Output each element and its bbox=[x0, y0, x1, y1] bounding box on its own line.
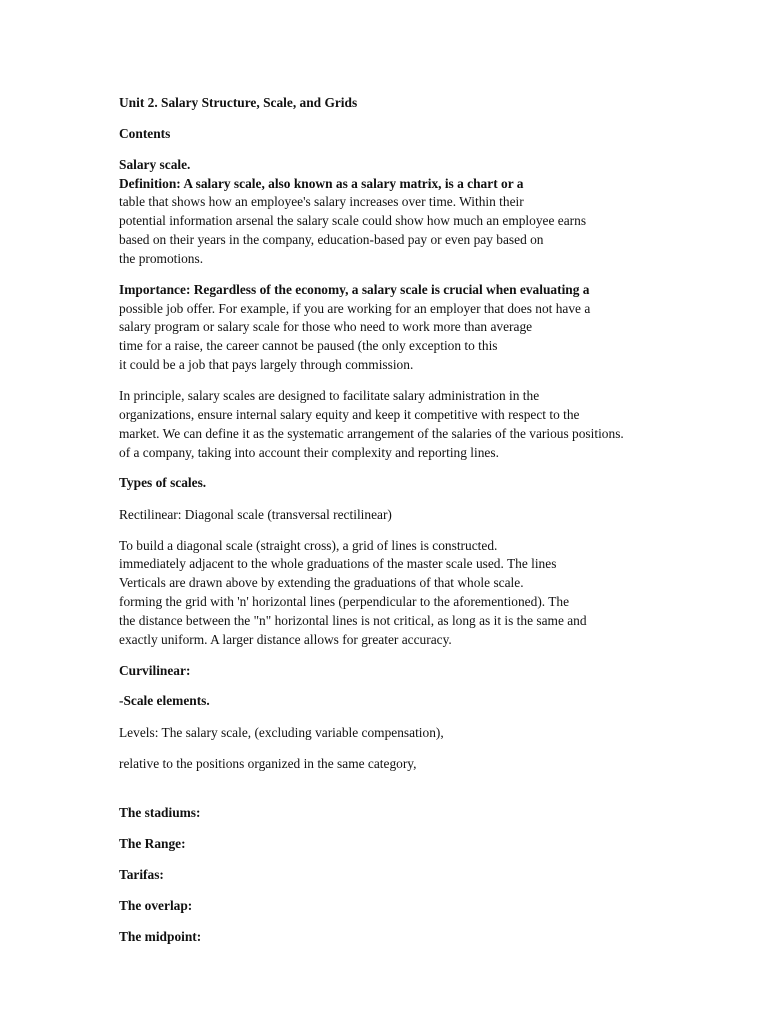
term-tarifas: Tarifas: bbox=[119, 867, 164, 882]
diagonal-line: immediately adjacent to the whole graduations of the master scale used. The lines bbox=[119, 556, 557, 571]
definition-lead: Definition: A salary scale, also known as a salary matrix, is a chart or a bbox=[119, 176, 524, 191]
definition-line: table that shows how an employee's salary increases over time. Within their bbox=[119, 194, 524, 209]
importance-line: possible job offer. For example, if you are working for an employer that does not have a bbox=[119, 301, 591, 316]
diagonal-line: forming the grid with 'n' horizontal lines (perpendicular to the aforementioned). The bbox=[119, 594, 570, 609]
principle-line: of a company, taking into account their complexity and reporting lines. bbox=[119, 445, 499, 460]
diagonal-line: the distance between the "n" horizontal lines is not critical, as long as it is the same and bbox=[119, 613, 587, 628]
contents-heading: Contents bbox=[119, 126, 171, 141]
diagonal-line: exactly uniform. A larger distance allows for greater accuracy. bbox=[119, 632, 452, 647]
importance-lead: Importance: Regardless of the economy, a salary scale is crucial when evaluating a bbox=[119, 282, 590, 297]
term-midpoint: The midpoint: bbox=[119, 929, 202, 944]
relative-line: relative to the positions organized in the same category, bbox=[119, 756, 417, 771]
principle-line: organizations, ensure internal salary equity and keep it competitive with respect to the bbox=[119, 407, 580, 422]
diagonal-line: Verticals are drawn above by extending the graduations of that whole scale. bbox=[119, 575, 524, 590]
types-heading: Types of scales. bbox=[119, 475, 207, 490]
diagonal-line: To build a diagonal scale (straight cross), a grid of lines is constructed. bbox=[119, 538, 498, 553]
term-overlap: The overlap: bbox=[119, 898, 193, 913]
importance-line: time for a raise, the career cannot be paused (the only exception to this bbox=[119, 338, 498, 353]
principle-line: market. We can define it as the systematic arrangement of the salaries of the various positions. bbox=[119, 426, 624, 441]
importance-line: salary program or salary scale for those who need to work more than average bbox=[119, 319, 533, 334]
term-range: The Range: bbox=[119, 836, 186, 851]
levels-line: Levels: The salary scale, (excluding variable compensation), bbox=[119, 725, 444, 740]
curvilinear-heading: Curvilinear: bbox=[119, 663, 191, 678]
definition-line: potential information arsenal the salary scale could show how much an employee earns bbox=[119, 213, 587, 228]
scale-elements-heading: -Scale elements. bbox=[119, 693, 210, 708]
rectilinear-line: Rectilinear: Diagonal scale (transversal rectilinear) bbox=[119, 507, 392, 522]
document-title: Unit 2. Salary Structure, Scale, and Grids bbox=[119, 95, 358, 110]
term-stadiums: The stadiums: bbox=[119, 805, 201, 820]
importance-line: it could be a job that pays largely through commission. bbox=[119, 357, 414, 372]
definition-line: the promotions. bbox=[119, 251, 204, 266]
definition-line: based on their years in the company, education-based pay or even pay based on bbox=[119, 232, 544, 247]
salary-scale-heading: Salary scale. bbox=[119, 157, 191, 172]
principle-line: In principle, salary scales are designed to facilitate salary administration in the bbox=[119, 388, 540, 403]
